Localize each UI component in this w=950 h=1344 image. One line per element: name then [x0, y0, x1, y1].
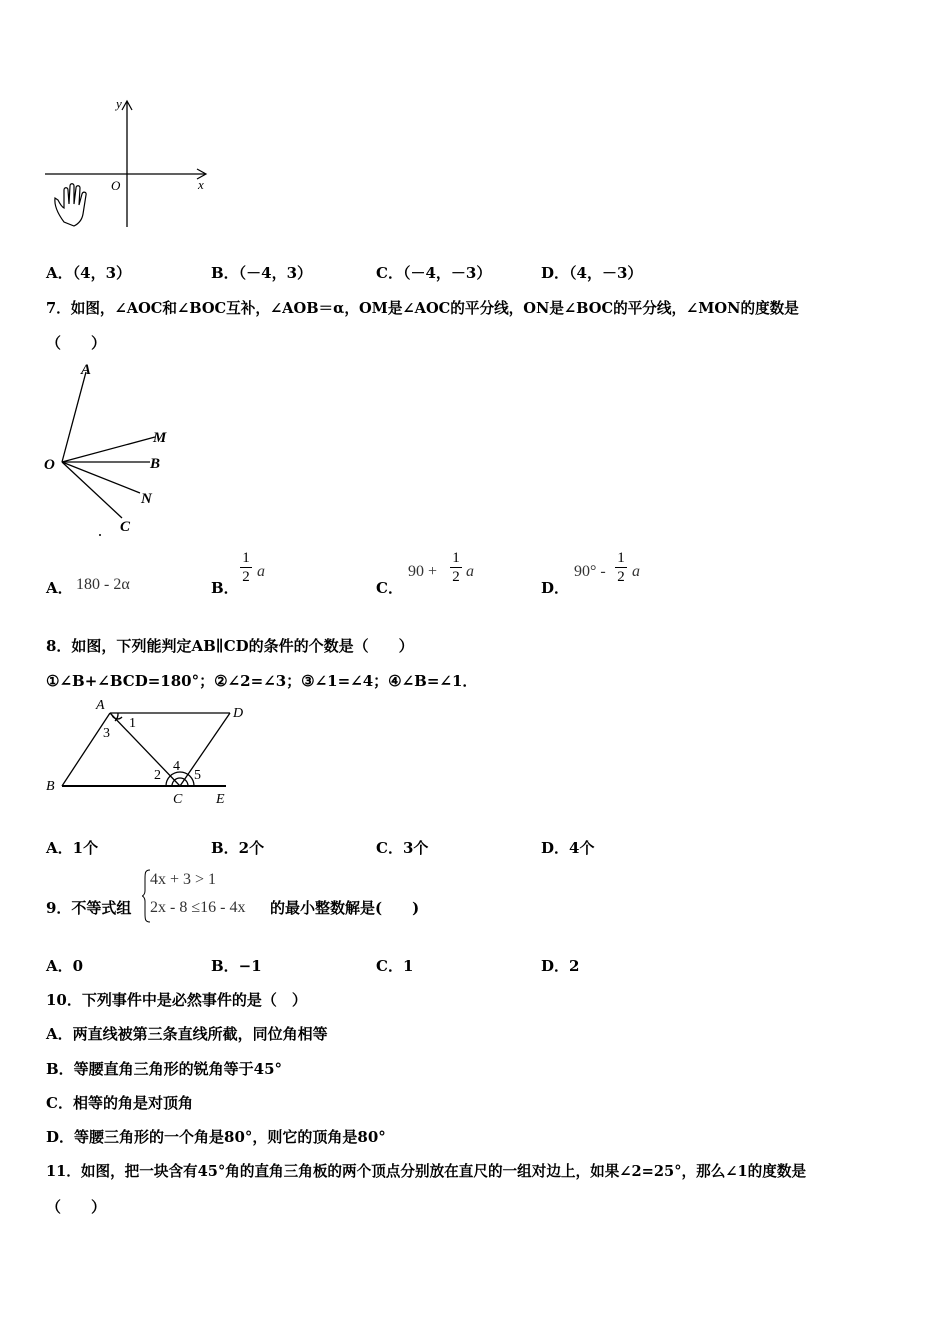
angle-label-1: 1: [129, 716, 136, 731]
point-label-b: B: [150, 456, 161, 472]
fraction-bar: [615, 567, 627, 568]
point-label-o: O: [44, 457, 55, 473]
q7-option-c-label[interactable]: C．: [376, 579, 403, 597]
point-label-c: C: [120, 519, 131, 535]
fraction-numerator: 1: [617, 550, 625, 566]
q7-option-c-prefix: 90 +: [408, 563, 438, 580]
q6-option-d[interactable]: D．（4，－3）: [541, 264, 643, 282]
q8-option-b[interactable]: B．2个: [211, 839, 265, 857]
segment-ac: [110, 713, 180, 786]
q7-option-d-var: a: [632, 563, 640, 580]
angle-label-4: 4: [173, 759, 180, 774]
y-axis-label: y: [116, 96, 122, 111]
fraction-bar: [240, 567, 252, 568]
angle-arc-a: [115, 713, 118, 721]
coordinate-axes-figure: [40, 92, 220, 237]
fraction-denominator: 2: [242, 569, 250, 585]
segment-ab: [62, 713, 110, 786]
q9-option-c[interactable]: C．1: [376, 957, 414, 975]
ray-oc: [62, 462, 122, 518]
point-label-a: A: [96, 698, 105, 713]
q7-option-b-label[interactable]: B．: [211, 579, 239, 597]
q9-stem-suffix: 的最小整数解是( ): [270, 899, 420, 917]
q7-option-b-var: a: [257, 563, 265, 580]
q9-option-b[interactable]: B．−1: [211, 957, 262, 975]
q8-stem: 8．如图，下列能判定AB∥CD的条件的个数是（ ）: [46, 637, 414, 655]
q6-option-b[interactable]: B．（－4，3）: [211, 264, 313, 282]
angle-label-2: 2: [154, 768, 161, 783]
q10-option-c[interactable]: C．相等的角是对顶角: [46, 1094, 193, 1112]
q10-stem: 10．下列事件中是必然事件的是（ ）: [46, 991, 307, 1009]
q9-inequality-1: 4x + 3 > 1: [150, 871, 217, 888]
q8-option-d[interactable]: D．4个: [541, 839, 595, 857]
point-label-c: C: [173, 792, 183, 807]
ray-on: [62, 462, 140, 493]
ray-oa: [62, 372, 86, 462]
point-label-b: B: [46, 779, 55, 794]
q10-option-b[interactable]: B．等腰直角三角形的锐角等于45°: [46, 1060, 283, 1078]
q7-stem: 7．如图，∠AOC和∠BOC互补，∠AOB＝α，OM是∠AOC的平分线，ON是∠BOC的平分线，∠MON的度数是: [46, 300, 799, 317]
ray-om: [62, 437, 155, 462]
q7-option-a-label[interactable]: A．: [46, 579, 73, 597]
angle-label-3: 3: [103, 726, 110, 741]
stray-dot: [99, 534, 101, 536]
fraction-numerator: 1: [242, 550, 250, 566]
angle-figure-q7: [40, 358, 190, 543]
q7-option-d-prefix: 90° -: [574, 563, 606, 580]
q8-option-c[interactable]: C．3个: [376, 839, 429, 857]
angle-label-5: 5: [194, 768, 201, 783]
q7-option-c-fraction: [450, 550, 462, 585]
q7-option-d-fraction: [615, 550, 627, 585]
point-label-e: E: [216, 792, 225, 807]
x-axis-label: x: [198, 177, 204, 192]
point-label-d: D: [233, 706, 244, 721]
angle-arc-c: [166, 772, 194, 786]
q7-option-a-expr: 180 - 2α: [76, 576, 130, 593]
fraction-denominator: 2: [452, 569, 460, 585]
q11-paren: （ ）: [46, 1198, 107, 1216]
q7-paren: （ ）: [46, 334, 107, 352]
q9-option-d[interactable]: D．2: [541, 957, 580, 975]
point-label-n: N: [141, 491, 152, 507]
q7-option-b-fraction: [240, 550, 252, 585]
point-label-a: A: [81, 362, 92, 378]
q7-option-d-label[interactable]: D．: [541, 579, 570, 597]
q9-inequality-2: 2x - 8 ≤16 - 4x: [150, 899, 246, 916]
q8-option-a[interactable]: A．1个: [46, 839, 99, 857]
parallelogram-figure-q8: [40, 695, 260, 810]
q9-stem-prefix: 9．不等式组: [46, 899, 132, 917]
origin-label: O: [111, 178, 121, 193]
q6-option-a[interactable]: A．（4，3）: [46, 264, 132, 282]
q8-conditions: ①∠B+∠BCD=180°；②∠2=∠3；③∠1=∠4；④∠B=∠1．: [46, 672, 478, 690]
angle-arc-c2: [172, 778, 188, 786]
q6-option-c[interactable]: C．（－4，－3）: [376, 264, 492, 282]
q7-option-c-var: a: [466, 563, 474, 580]
fraction-denominator: 2: [617, 569, 625, 585]
q11-stem: 11．如图，把一块含有45°角的直角三角板的两个顶点分别放在直尺的一组对边上，如果∠2=25°，那么∠1的度数是: [46, 1163, 807, 1180]
q10-option-d[interactable]: D．等腰三角形的一个角是80°，则它的顶角是80°: [46, 1128, 386, 1146]
q10-option-a[interactable]: A．两直线被第三条直线所截，同位角相等: [46, 1025, 328, 1043]
fraction-bar: [450, 567, 462, 568]
point-label-m: M: [153, 430, 167, 446]
hand-icon: [55, 184, 86, 226]
q9-option-a[interactable]: A．0: [46, 957, 84, 975]
fraction-numerator: 1: [452, 550, 460, 566]
segment-cd: [180, 713, 230, 786]
